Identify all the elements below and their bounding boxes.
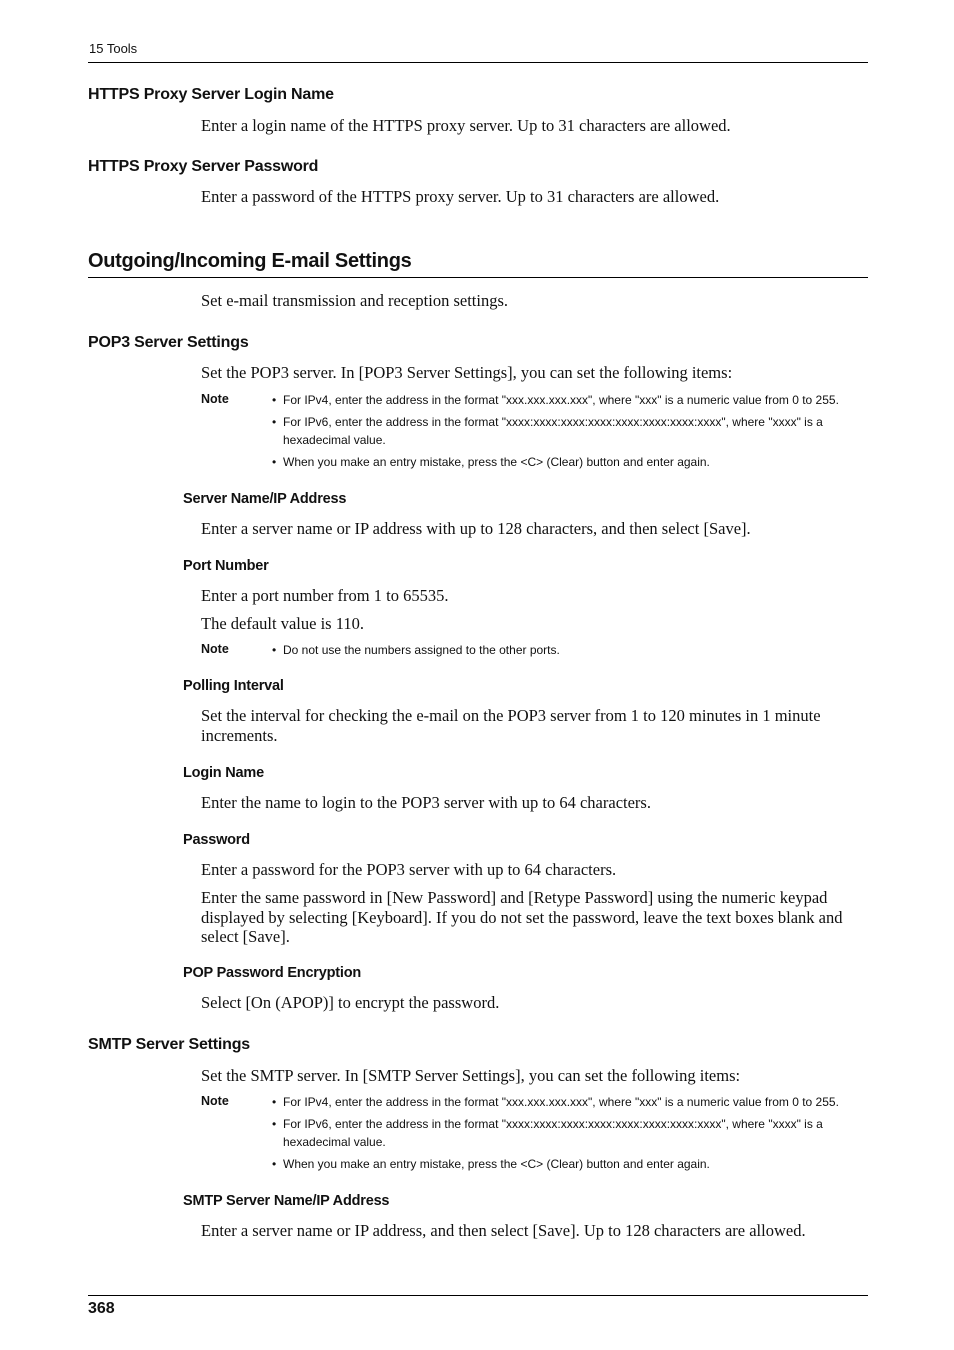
text-smtp-server-name: Enter a server name or IP address, and then select [Save]. Up to 128 characters are allowed. [201, 1221, 806, 1240]
note-item: • For IPv4, enter the address in the format "xxx.xxx.xxx.xxx", where "xxx" is a numeric value from 0 to 255. [272, 1095, 839, 1109]
note-item: • For IPv4, enter the address in the format "xxx.xxx.xxx.xxx", where "xxx" is a numeric value from 0 to 255. [272, 393, 839, 407]
text-email-settings: Set e-mail transmission and reception settings. [201, 291, 509, 310]
note-list-pop3 [272, 391, 872, 475]
text-port-default: The default value is 110. [201, 614, 364, 633]
bullet-icon: • [272, 455, 277, 469]
text-port-range: Enter a port number from 1 to 65535. [201, 586, 449, 605]
bullet-icon: • [272, 1117, 277, 1131]
text-polling-interval: Set the interval for checking the e-mail on the POP3 server from 1 to 120 minutes in 1 minute increments. [201, 706, 821, 745]
page-number: 368 [88, 1300, 115, 1317]
header-rule [88, 62, 868, 63]
note-item: • For IPv6, enter the address in the format "xxxx:xxxx:xxxx:xxxx:xxxx:xxxx:xxxx:xxxx", where "xxxx" is a hexadecimal value. [272, 1117, 823, 1149]
section-rule [88, 277, 868, 278]
text-login-name: Enter the name to login to the POP3 server with up to 64 characters. [201, 793, 651, 812]
heading-smtp-server-name: SMTP Server Name/IP Address [183, 1193, 390, 1209]
heading-password: Password [183, 832, 250, 848]
text-https-password: Enter a password of the HTTPS proxy server. Up to 31 characters are allowed. [201, 187, 720, 206]
note-item: • When you make an entry mistake, press the <C> (Clear) button and enter again. [272, 455, 710, 469]
bullet-icon: • [272, 643, 277, 657]
note-item: • For IPv6, enter the address in the format "xxxx:xxxx:xxxx:xxxx:xxxx:xxxx:xxxx:xxxx", where "xxxx" is a hexadecimal value. [272, 415, 823, 447]
heading-email-settings: Outgoing/Incoming E-mail Settings [88, 250, 412, 272]
text-pop3: Set the POP3 server. In [POP3 Server Settings], you can set the following items: [201, 363, 733, 382]
text-pop-encryption: Select [On (APOP)] to encrypt the password. [201, 993, 500, 1012]
heading-polling-interval: Polling Interval [183, 678, 284, 694]
text-https-login: Enter a login name of the HTTPS proxy server. Up to 31 characters are allowed. [201, 116, 731, 135]
bullet-icon: • [272, 393, 277, 407]
heading-login-name: Login Name [183, 765, 264, 781]
heading-smtp: SMTP Server Settings [88, 1036, 250, 1053]
bullet-icon: • [272, 415, 277, 429]
note-label-pop3: Note [201, 392, 229, 406]
note-item: • Do not use the numbers assigned to the other ports. [272, 643, 560, 657]
heading-server-name: Server Name/IP Address [183, 491, 347, 507]
heading-port-number: Port Number [183, 558, 269, 574]
note-item: • When you make an entry mistake, press the <C> (Clear) button and enter again. [272, 1157, 710, 1171]
heading-pop-encryption: POP Password Encryption [183, 965, 362, 981]
text-server-name: Enter a server name or IP address with up to 128 characters, and then select [Save]. [201, 519, 751, 538]
running-header: 15 Tools [89, 41, 138, 56]
text-password: Enter a password for the POP3 server with up to 64 characters. [201, 860, 617, 879]
heading-pop3: POP3 Server Settings [88, 334, 249, 351]
note-list-port [272, 641, 872, 663]
text-smtp: Set the SMTP server. In [SMTP Server Settings], you can set the following items: [201, 1066, 741, 1085]
bullet-icon: • [272, 1157, 277, 1171]
note-label-smtp: Note [201, 1094, 229, 1108]
heading-https-login: HTTPS Proxy Server Login Name [88, 86, 334, 103]
footer-rule [88, 1295, 868, 1296]
bullet-icon: • [272, 1095, 277, 1109]
note-list-smtp [272, 1093, 872, 1177]
text-password-detail: Enter the same password in [New Password] and [Retype Password] using the numeric keypad displayed by selecting [Keyboard]. If you do not set the password, leave the text boxes blank and select [Save]. [201, 888, 843, 946]
note-label-port: Note [201, 642, 229, 656]
heading-https-password: HTTPS Proxy Server Password [88, 158, 319, 175]
